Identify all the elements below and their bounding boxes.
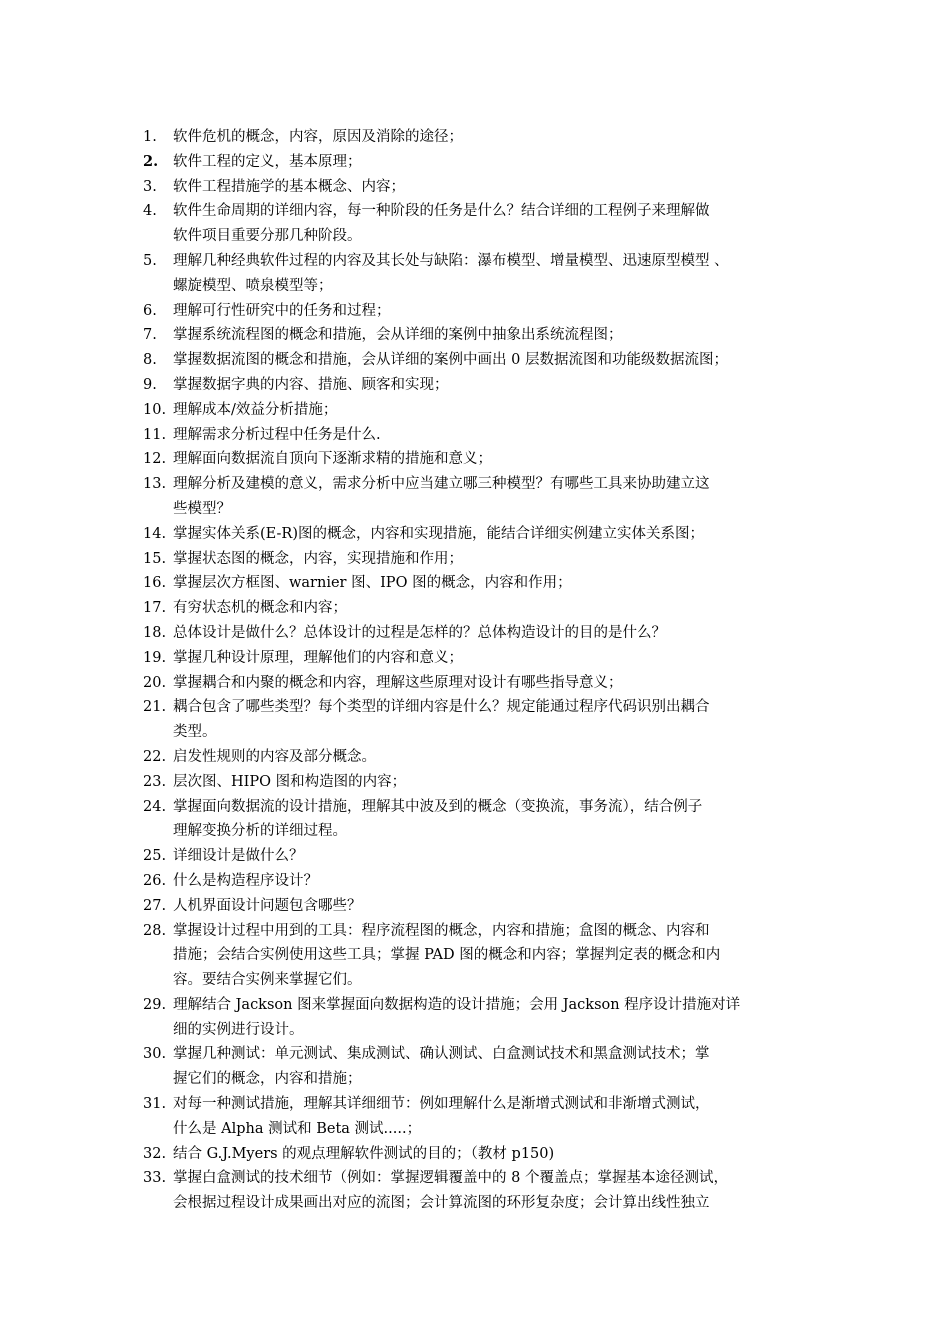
list-item: [143, 398, 823, 423]
item-number: 17.: [143, 600, 167, 617]
item-text: 理解几种经典软件过程的内容及其长处与缺陷：瀑布模型、增量模型、迅速原型模型 、 螺旋模型、喷泉模型等；: [173, 252, 729, 294]
item-number: 20.: [143, 674, 167, 691]
item-number: 11.: [143, 426, 167, 443]
item-text: 掌握状态图的概念，内容，实现措施和作用；: [173, 550, 463, 567]
item-text: 理解分析及建模的意义，需求分析中应当建立哪三种模型？有哪些工具来协助建立这 些模型？: [173, 476, 710, 517]
item-number: 30.: [143, 1046, 167, 1063]
item-number: 24.: [143, 798, 167, 815]
item-text: 层次图、HIPO 图和构造图的内容；: [173, 773, 407, 790]
list-item: [143, 423, 823, 448]
item-number: 22.: [143, 748, 167, 765]
item-text: 软件危机的概念，内容，原因及消除的途径；: [173, 129, 463, 145]
item-text: 掌握系统流程图的概念和措施，会从详细的案例中抽象出系统流程图；: [173, 327, 623, 344]
item-text: 掌握面向数据流的设计措施，理解其中波及到的概念（变换流，事务流），结合例子 理解变换分析的详细过程。: [173, 798, 703, 840]
list-item: [143, 1092, 823, 1142]
list-item: [143, 373, 823, 398]
item-number: 25.: [143, 848, 167, 865]
item-number: 1.: [143, 129, 157, 145]
item-number: 18.: [143, 624, 167, 641]
item-text: 软件工程措施学的基本概念、内容；: [173, 178, 405, 195]
list-item: [143, 348, 823, 373]
item-number: 19.: [143, 649, 167, 666]
list-item: [143, 795, 823, 845]
item-text: 理解成本/效益分析措施；: [173, 401, 338, 418]
item-text: 人机界面设计问题包含哪些？: [173, 897, 362, 914]
item-number: 5.: [143, 252, 157, 269]
list-item: [143, 894, 823, 919]
list-item: [143, 770, 823, 795]
list-item: [143, 869, 823, 894]
item-text: 掌握几种设计原理，理解他们的内容和意义；: [173, 649, 463, 666]
list-item: [143, 1042, 823, 1092]
item-number: 7.: [143, 327, 157, 344]
item-number: 23.: [143, 773, 167, 790]
item-text: 详细设计是做什么？: [173, 848, 304, 865]
item-text: 软件工程的定义，基本原理；: [173, 153, 362, 170]
item-text: 总体设计是做什么？总体设计的过程是怎样的？总体构造设计的目的是什么？: [173, 624, 666, 641]
list-item: [143, 621, 823, 646]
item-text: 理解结合 Jackson 图来掌握面向数据构造的设计措施；会用 Jackson 程序设计措施对详 细的实例进行设计。: [173, 996, 741, 1038]
list-item: [143, 249, 823, 299]
list-item: [143, 299, 823, 324]
item-text: 掌握数据流图的概念和措施，会从详细的案例中画出 0 层数据流图和功能级数据流图；: [173, 352, 728, 369]
list-item: [143, 472, 823, 522]
item-number: 8.: [143, 352, 157, 369]
list-item: [143, 323, 823, 348]
item-number: 27.: [143, 897, 167, 914]
list-item: [143, 695, 823, 745]
item-number: 6.: [143, 302, 157, 319]
list-item: [143, 671, 823, 696]
item-number: 16.: [143, 575, 167, 592]
list-item: [143, 993, 823, 1043]
item-text: 耦合包含了哪些类型？每个类型的详细内容是什么？规定能通过程序代码识别出耦合 类型。: [173, 699, 710, 741]
item-number: 14.: [143, 525, 167, 542]
list-item: [143, 596, 823, 621]
list-item: [143, 571, 823, 596]
item-number: 3.: [143, 178, 157, 195]
list-item: [143, 150, 823, 175]
list-item: [143, 646, 823, 671]
item-number: 29.: [143, 996, 167, 1013]
item-text: 理解面向数据流自顶向下逐渐求精的措施和意义；: [173, 451, 492, 468]
item-text: 什么是构造程序设计？: [173, 872, 318, 889]
item-text: 结合 G.J.Myers 的观点理解软件测试的目的；（教材 p150): [173, 1145, 555, 1162]
list-item: [143, 199, 823, 249]
item-text: 软件生命周期的详细内容，每一种阶段的任务是什么？结合详细的工程例子来理解做 软件项目重要分那几种阶段。: [173, 203, 710, 245]
item-text: 掌握耦合和内聚的概念和内容，理解这些原理对设计有哪些指导意义；: [173, 674, 623, 691]
list-item: [143, 175, 823, 200]
item-text: 掌握几种测试：单元测试、集成测试、确认测试、白盒测试技术和黑盒测试技术；掌 握它们的概念，内容和措施；: [173, 1046, 710, 1088]
list-item: [143, 844, 823, 869]
item-number: 2.: [143, 152, 159, 170]
list-item: [143, 447, 823, 472]
item-text: 掌握设计过程中用到的工具：程序流程图的概念，内容和措施；盒图的概念、内容和 措施；会结合实例使用这些工具；掌握 PAD 图的概念和内容；掌握判定表的概念和内 容。要结合实例来掌握它们。: [173, 922, 721, 989]
item-number: 28.: [143, 922, 167, 939]
item-number: 10.: [143, 401, 167, 418]
list-item: [143, 522, 823, 547]
list-item: [143, 547, 823, 572]
item-number: 9.: [143, 376, 157, 393]
item-number: 21.: [143, 699, 167, 716]
item-text: 理解可行性研究中的任务和过程；: [173, 302, 391, 319]
item-text: 理解需求分析过程中任务是什么.: [173, 426, 381, 443]
item-number: 32.: [143, 1145, 167, 1162]
item-text: 掌握实体关系(E-R)图的概念，内容和实现措施，能结合详细实例建立实体关系图；: [173, 525, 704, 542]
item-text: 掌握数据字典的内容、措施、顾客和实现；: [173, 376, 449, 393]
item-text: 掌握白盒测试的技术细节（例如：掌握逻辑覆盖中的 8 个覆盖点；掌握基本途径测试， 会根据过程设计成果画出对应的流图；会计算流图的环形复杂度；会计算出线性独立: [173, 1170, 728, 1212]
item-number: 13.: [143, 476, 167, 493]
numbered-list: [143, 125, 823, 1216]
item-number: 4.: [143, 203, 157, 220]
item-text: 对每一种测试措施，理解其详细细节：例如理解什么是渐增式测试和非渐增式测试， 什么是 Alpha 测试和 Beta 测试.....；: [173, 1096, 710, 1137]
item-number: 15.: [143, 550, 167, 567]
list-item: [143, 919, 823, 993]
item-number: 26.: [143, 872, 167, 889]
list-item: [143, 745, 823, 770]
list-item: [143, 125, 823, 150]
item-text: 有穷状态机的概念和内容；: [173, 600, 347, 617]
item-number: 33.: [143, 1170, 167, 1187]
list-item: [143, 1142, 823, 1167]
item-text: 掌握层次方框图、warnier 图、IPO 图的概念，内容和作用；: [173, 575, 572, 592]
item-number: 31.: [143, 1096, 167, 1113]
item-text: 启发性规则的内容及部分概念。: [173, 748, 376, 765]
list-item: [143, 1166, 823, 1216]
item-number: 12.: [143, 451, 167, 468]
